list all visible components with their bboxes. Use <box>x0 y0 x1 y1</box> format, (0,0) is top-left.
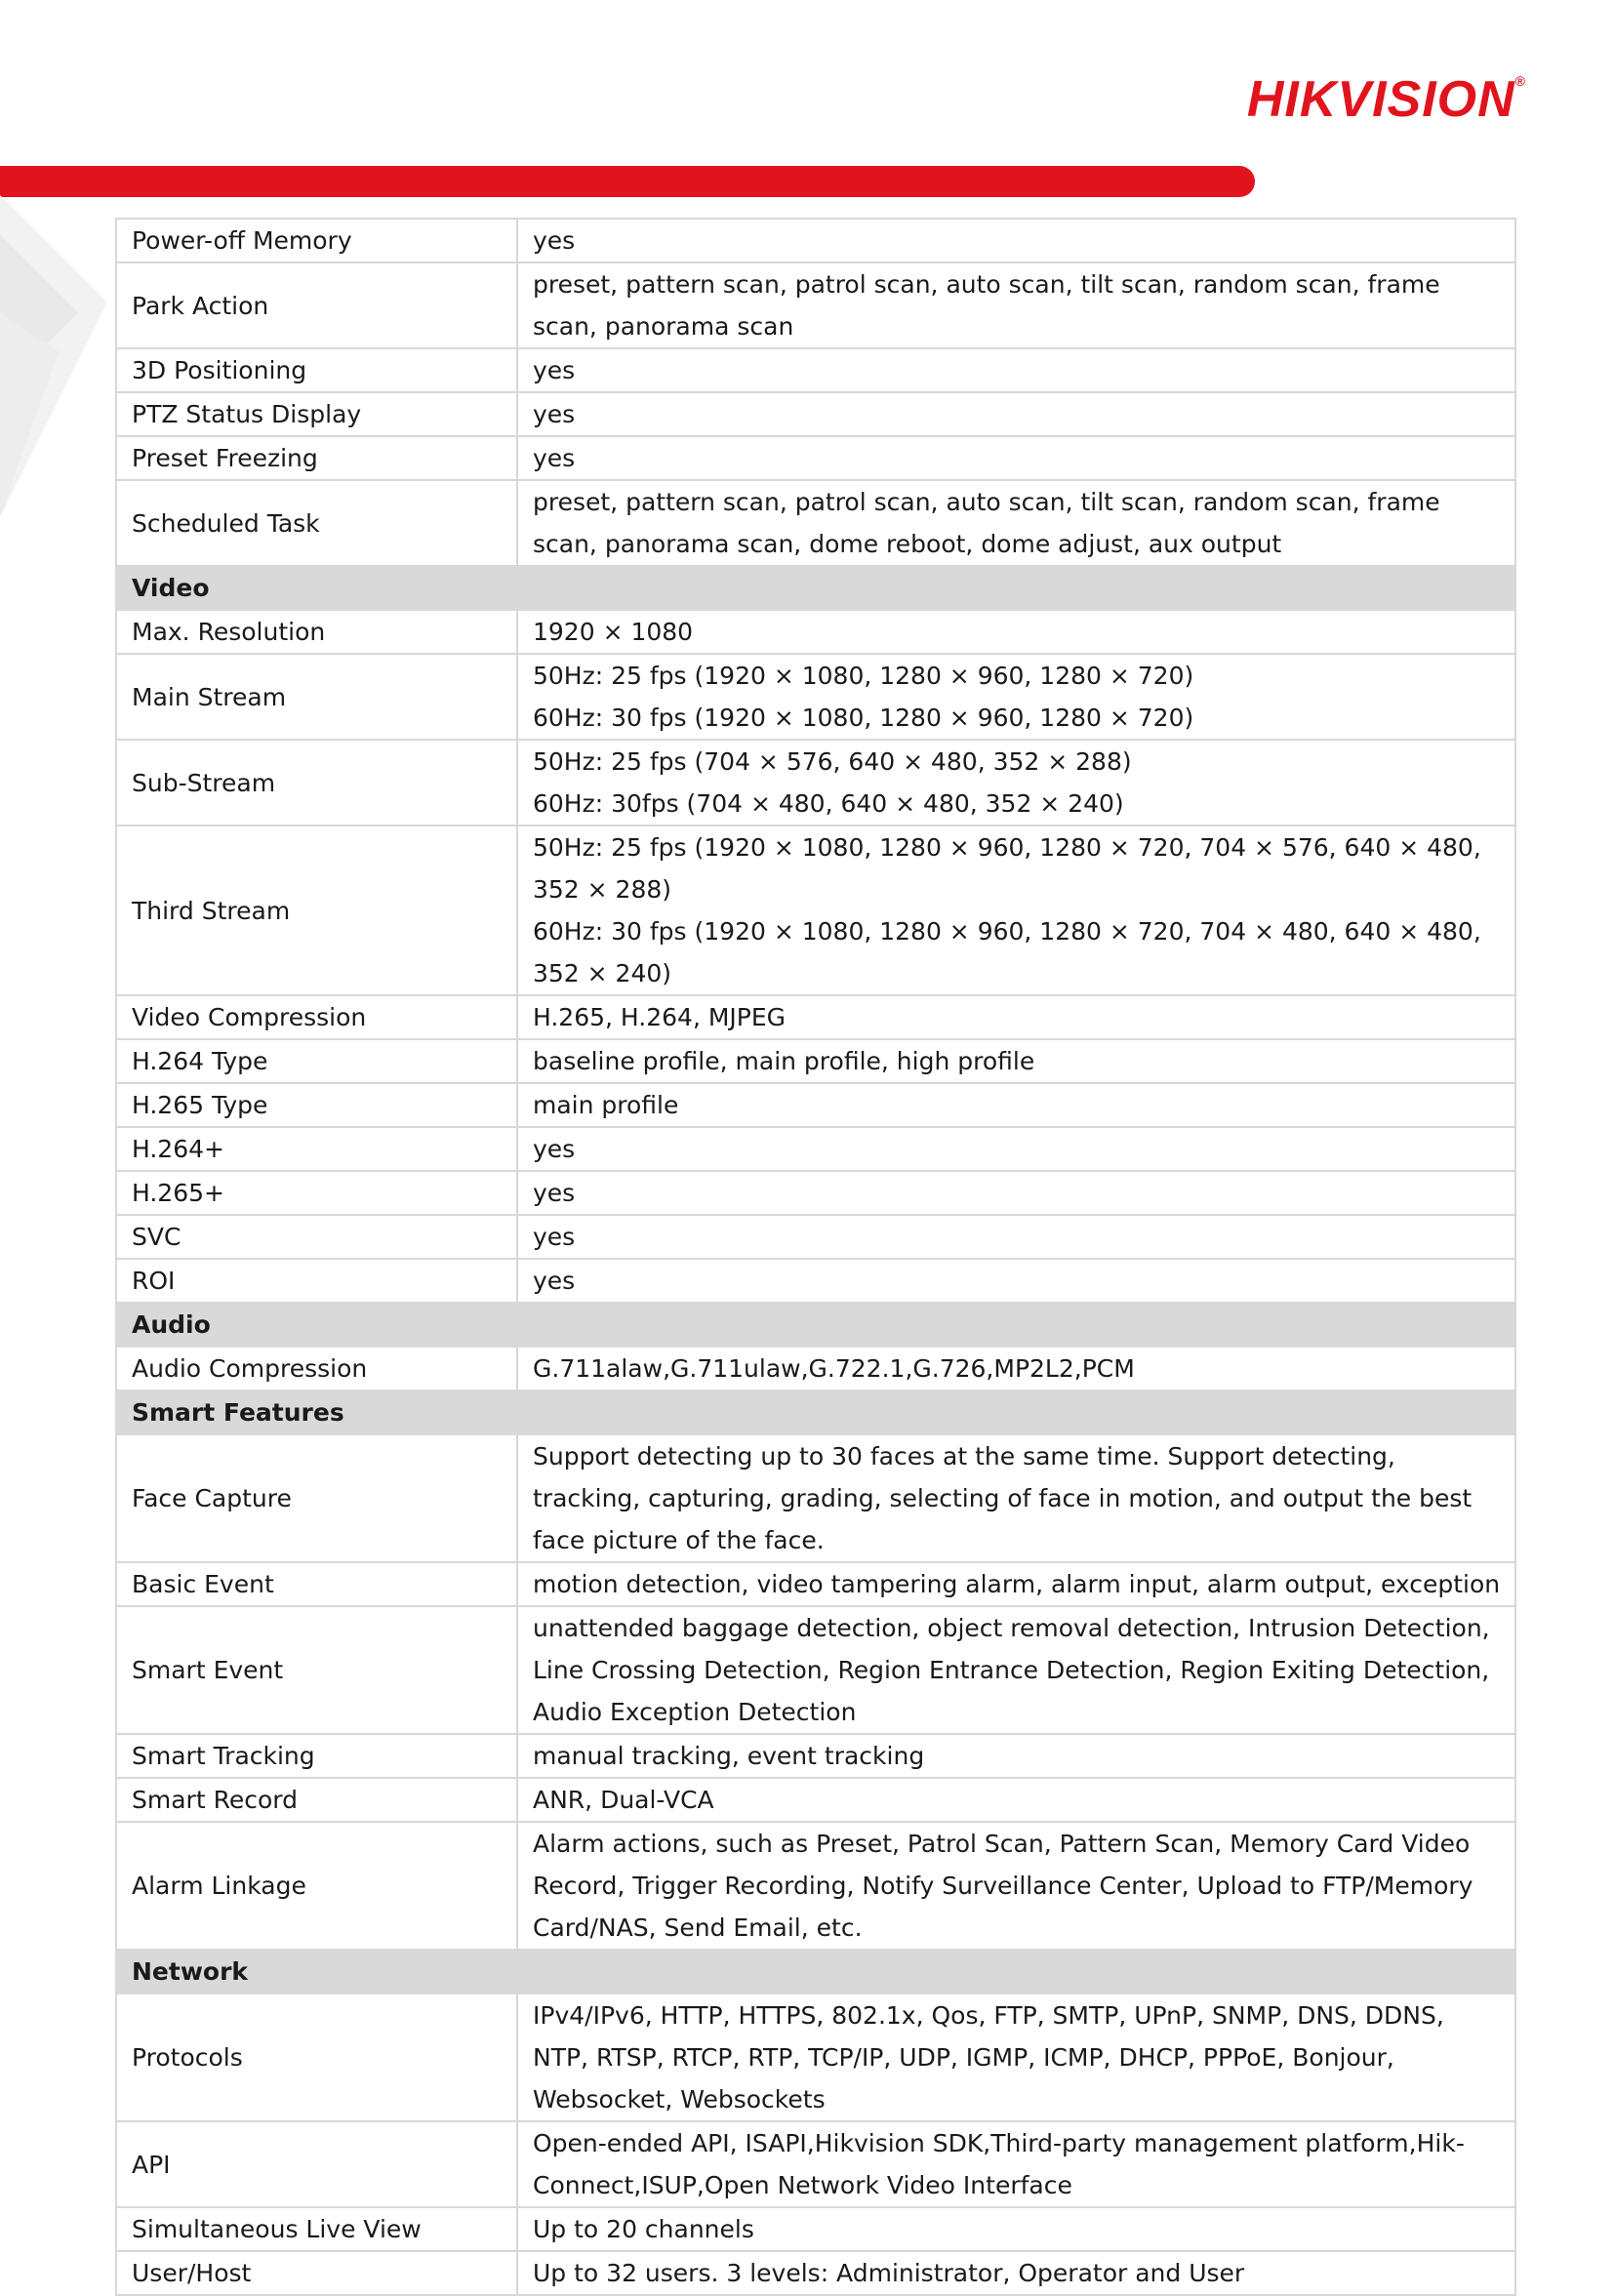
spec-row <box>116 1734 1515 1778</box>
spec-row <box>116 2207 1515 2251</box>
spec-label: Alarm Linkage <box>116 1822 517 1950</box>
spec-value <box>517 740 1515 826</box>
section-filler <box>517 1950 1515 1994</box>
spec-row <box>116 740 1515 826</box>
section-header-row <box>116 566 1515 610</box>
spec-row <box>116 1127 1515 1171</box>
logo-part-2: VISION <box>1337 71 1515 128</box>
spec-value: IPv4/IPv6, HTTP, HTTPS, 802.1x, Qos, FTP, SMTP, UPnP, SNMP, DNS, DDNS, NTP, RTSP, RTCP, RTP, TCP/IP, UDP, IGMP, ICMP, DHCP, PPPoE, Bonjour, Websocket, Websockets <box>517 1994 1515 2121</box>
spec-row <box>116 995 1515 1039</box>
spec-label: H.264+ <box>116 1127 517 1171</box>
spec-value-line: 50Hz: 25 fps (1920 × 1080, 1280 × 960, 1280 × 720, 704 × 576, 640 × 480, 352 × 288) <box>533 833 1481 904</box>
spec-label: Max. Resolution <box>116 610 517 654</box>
spec-label: Face Capture <box>116 1434 517 1562</box>
spec-value: yes <box>517 392 1515 436</box>
section-title: Audio <box>116 1303 517 1347</box>
spec-row <box>116 262 1515 348</box>
spec-value: preset, pattern scan, patrol scan, auto scan, tilt scan, random scan, frame scan, panorama scan, dome reboot, dome adjust, aux output <box>517 480 1515 566</box>
spec-row <box>116 826 1515 995</box>
spec-row <box>116 1039 1515 1083</box>
section-header-row <box>116 1303 1515 1347</box>
spec-row <box>116 1434 1515 1562</box>
spec-label: H.264 Type <box>116 1039 517 1083</box>
spec-value: H.265, H.264, MJPEG <box>517 995 1515 1039</box>
spec-label: Smart Tracking <box>116 1734 517 1778</box>
spec-row <box>116 348 1515 392</box>
spec-label: Audio Compression <box>116 1347 517 1390</box>
section-filler <box>517 1390 1515 1434</box>
section-title: Smart Features <box>116 1390 517 1434</box>
spec-label: Main Stream <box>116 654 517 740</box>
spec-row <box>116 392 1515 436</box>
spec-value: Up to 32 users. 3 levels: Administrator, Operator and User <box>517 2251 1515 2295</box>
spec-label: SVC <box>116 1215 517 1259</box>
spec-label: API <box>116 2121 517 2207</box>
spec-value: yes <box>517 1259 1515 1303</box>
logo-part-1: HIK <box>1246 71 1338 128</box>
spec-label: Preset Freezing <box>116 436 517 480</box>
spec-label: Smart Record <box>116 1778 517 1822</box>
spec-row <box>116 1606 1515 1734</box>
section-header-row <box>116 1950 1515 1994</box>
spec-row <box>116 1994 1515 2121</box>
header-red-bar <box>0 166 1255 197</box>
spec-value: main profile <box>517 1083 1515 1127</box>
section-title: Video <box>116 566 517 610</box>
spec-row <box>116 1778 1515 1822</box>
spec-label: Simultaneous Live View <box>116 2207 517 2251</box>
spec-value: ANR, Dual-VCA <box>517 1778 1515 1822</box>
spec-row <box>116 436 1515 480</box>
hikvision-logo <box>1246 71 1526 128</box>
spec-value <box>517 654 1515 740</box>
spec-value: Support detecting up to 30 faces at the same time. Support detecting, tracking, capturing, grading, selecting of face in motion, and output the best face picture of the face. <box>517 1434 1515 1562</box>
spec-row <box>116 654 1515 740</box>
spec-value: baseline profile, main profile, high profile <box>517 1039 1515 1083</box>
spec-label: 3D Positioning <box>116 348 517 392</box>
spec-label: Scheduled Task <box>116 480 517 566</box>
spec-row <box>116 219 1515 262</box>
spec-value: G.711alaw,G.711ulaw,G.722.1,G.726,MP2L2,PCM <box>517 1347 1515 1390</box>
spec-row <box>116 2121 1515 2207</box>
decorative-shards-graphic <box>0 195 117 527</box>
spec-value: 1920 × 1080 <box>517 610 1515 654</box>
spec-row <box>116 1215 1515 1259</box>
spec-label: Protocols <box>116 1994 517 2121</box>
spec-row <box>116 1822 1515 1950</box>
spec-value: manual tracking, event tracking <box>517 1734 1515 1778</box>
section-filler <box>517 566 1515 610</box>
spec-row <box>116 1259 1515 1303</box>
spec-value: yes <box>517 1127 1515 1171</box>
spec-value-line: 60Hz: 30 fps (1920 × 1080, 1280 × 960, 1280 × 720, 704 × 480, 640 × 480, 352 × 240) <box>533 917 1481 987</box>
spec-value: yes <box>517 1171 1515 1215</box>
spec-label: User/Host <box>116 2251 517 2295</box>
section-header-row <box>116 1390 1515 1434</box>
spec-value: Open-ended API, ISAPI,Hikvision SDK,Third-party management platform,Hik-Connect,ISUP,Open Network Video Interface <box>517 2121 1515 2207</box>
spec-label: PTZ Status Display <box>116 392 517 436</box>
spec-value: unattended baggage detection, object removal detection, Intrusion Detection, Line Crossing Detection, Region Entrance Detection, Region Exiting Detection, Audio Exception Detection <box>517 1606 1515 1734</box>
spec-label: Basic Event <box>116 1562 517 1606</box>
registered-mark: ® <box>1514 73 1526 89</box>
spec-value <box>517 826 1515 995</box>
spec-label: H.265 Type <box>116 1083 517 1127</box>
spec-value-line: 60Hz: 30fps (704 × 480, 640 × 480, 352 × 240) <box>533 789 1124 818</box>
spec-value: Alarm actions, such as Preset, Patrol Scan, Pattern Scan, Memory Card Video Record, Trigger Recording, Notify Surveillance Center, Upload to FTP/Memory Card/NAS, Send Email, etc. <box>517 1822 1515 1950</box>
spec-value: yes <box>517 1215 1515 1259</box>
spec-value: Up to 20 channels <box>517 2207 1515 2251</box>
spec-label: Power-off Memory <box>116 219 517 262</box>
spec-row <box>116 610 1515 654</box>
spec-value-line: 60Hz: 30 fps (1920 × 1080, 1280 × 960, 1280 × 720) <box>533 704 1194 732</box>
spec-label: Smart Event <box>116 1606 517 1734</box>
spec-table <box>115 218 1516 2296</box>
section-filler <box>517 1303 1515 1347</box>
spec-value-line: 50Hz: 25 fps (1920 × 1080, 1280 × 960, 1280 × 720) <box>533 662 1194 690</box>
spec-row <box>116 1171 1515 1215</box>
spec-label: Park Action <box>116 262 517 348</box>
spec-row <box>116 2251 1515 2295</box>
spec-row <box>116 1562 1515 1606</box>
section-title: Network <box>116 1950 517 1994</box>
spec-value: motion detection, video tampering alarm, alarm input, alarm output, exception <box>517 1562 1515 1606</box>
spec-row <box>116 1347 1515 1390</box>
spec-value: preset, pattern scan, patrol scan, auto scan, tilt scan, random scan, frame scan, panorama scan <box>517 262 1515 348</box>
spec-value: yes <box>517 348 1515 392</box>
spec-value-line: 50Hz: 25 fps (704 × 576, 640 × 480, 352 × 288) <box>533 747 1132 776</box>
spec-label: Sub-Stream <box>116 740 517 826</box>
spec-row <box>116 480 1515 566</box>
spec-value: yes <box>517 436 1515 480</box>
spec-label: ROI <box>116 1259 517 1303</box>
spec-row <box>116 1083 1515 1127</box>
spec-label: Third Stream <box>116 826 517 995</box>
spec-value: yes <box>517 219 1515 262</box>
spec-label: Video Compression <box>116 995 517 1039</box>
spec-label: H.265+ <box>116 1171 517 1215</box>
